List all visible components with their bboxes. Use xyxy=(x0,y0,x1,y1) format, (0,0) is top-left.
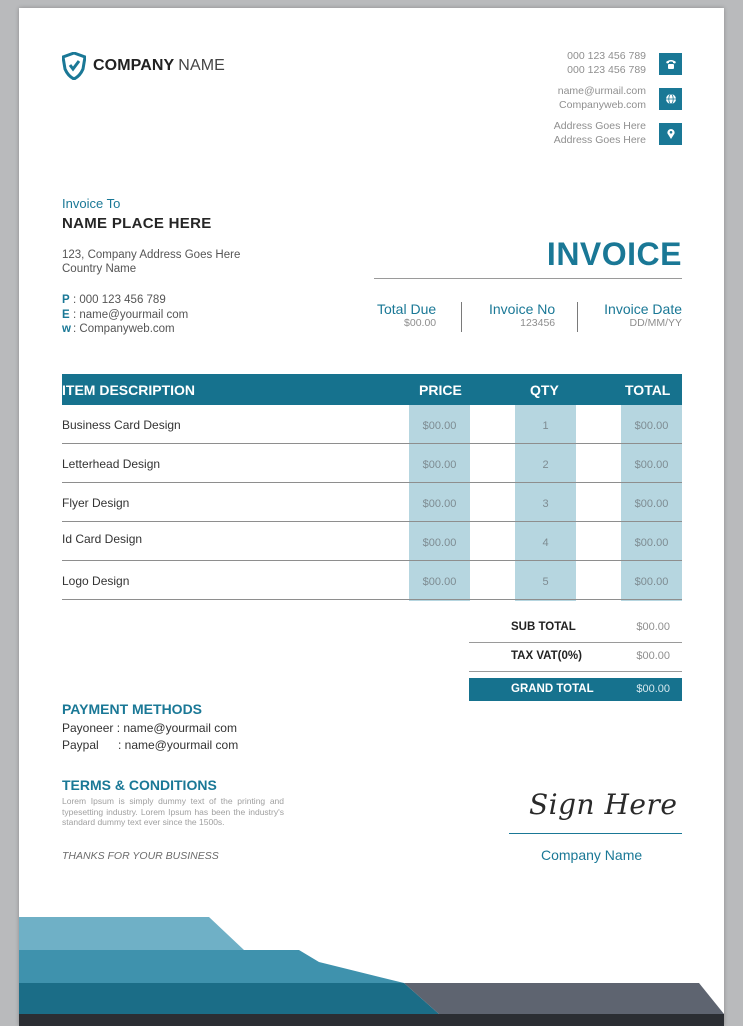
invoice-date xyxy=(604,301,682,329)
header-price: PRICE xyxy=(419,382,462,398)
item-total: $00.00 xyxy=(634,498,669,510)
contact-phone-row xyxy=(482,50,682,77)
grand-total-row xyxy=(469,678,682,701)
total-due-value: $00.00 xyxy=(404,317,437,329)
header-qty: QTY xyxy=(530,382,559,398)
meta-separator xyxy=(461,302,462,332)
item-description: Business Card Design xyxy=(62,418,181,432)
company-name-light: NAME xyxy=(178,57,225,74)
location-pin-icon xyxy=(659,123,682,145)
table-header xyxy=(62,374,682,405)
item-price: $00.00 xyxy=(422,459,457,471)
item-total: $00.00 xyxy=(634,537,669,549)
item-qty: 5 xyxy=(542,576,549,588)
contact-email: name@urmail.com xyxy=(557,85,646,97)
invoice-no-label: Invoice No xyxy=(489,301,556,317)
invoice-to-name: NAME PLACE HERE xyxy=(62,215,212,232)
item-total: $00.00 xyxy=(634,420,669,432)
contact-web: Companyweb.com xyxy=(559,98,646,111)
items-table xyxy=(62,374,682,601)
item-description: Letterhead Design xyxy=(62,457,161,471)
contact-address-row xyxy=(482,120,682,147)
payment-methods-list xyxy=(62,720,238,753)
shield-logo-icon xyxy=(62,52,86,80)
sub-total-label: SUB TOTAL xyxy=(511,621,576,633)
total-due xyxy=(377,301,436,329)
thanks-message: THANKS FOR YOUR BUSINESS xyxy=(62,850,219,862)
payment-method-value: : name@yourmail com xyxy=(118,737,239,752)
header-description: ITEM DESCRIPTION xyxy=(62,382,196,398)
email-key: E xyxy=(62,308,70,321)
address-line-2: Country Name xyxy=(62,263,137,275)
signature: Sign Here xyxy=(529,788,678,821)
payment-method-label: Paypal xyxy=(62,737,99,752)
contact-block xyxy=(482,50,682,155)
item-qty: 1 xyxy=(542,420,549,432)
item-description: Id Card Design xyxy=(62,532,143,546)
client-web: Companyweb.com xyxy=(79,323,175,335)
tax-value: $00.00 xyxy=(636,650,670,662)
item-qty: 2 xyxy=(542,459,549,471)
header-total: TOTAL xyxy=(625,382,671,398)
grand-total-value: $00.00 xyxy=(636,683,670,695)
terms-text: Lorem Ipsum is simply dummy text of the printing and typesetting industry. Lorem Ipsum has been the industry's standard dummy text ever since the 1500s. xyxy=(62,796,284,827)
signature-company: Company Name xyxy=(541,847,643,863)
company-logo xyxy=(62,52,225,80)
web-key: w xyxy=(62,323,71,335)
table-row xyxy=(62,522,682,561)
item-total: $00.00 xyxy=(634,459,669,471)
payment-methods-title: PAYMENT METHODS xyxy=(62,701,203,717)
invoice-to-label: Invoice To xyxy=(62,196,121,211)
payment-method-value: : name@yourmail com xyxy=(116,721,237,735)
meta-separator xyxy=(577,302,578,332)
client-phone: 000 123 456 789 xyxy=(79,294,166,306)
signature-line xyxy=(509,833,682,834)
contact-phone-1: 000 123 456 789 xyxy=(567,50,646,62)
table-row xyxy=(62,405,682,444)
terms-title: TERMS & CONDITIONS xyxy=(62,777,217,793)
contact-address-1: Address Goes Here xyxy=(553,120,646,132)
address-line-1: 123, Company Address Goes Here xyxy=(62,249,241,261)
item-description: Flyer Design xyxy=(62,496,130,510)
item-price: $00.00 xyxy=(422,576,457,588)
contact-phone-2: 000 123 456 789 xyxy=(567,63,646,76)
sub-total-row xyxy=(469,614,682,643)
item-price: $00.00 xyxy=(422,420,457,432)
table-row xyxy=(62,561,682,600)
phone-key: P xyxy=(62,294,70,306)
tax-row xyxy=(469,643,682,672)
table-body xyxy=(62,405,682,601)
tax-label: TAX VAT(0%) xyxy=(511,650,582,662)
invoice-title: INVOICE xyxy=(546,236,682,272)
item-qty: 4 xyxy=(542,537,549,549)
total-due-label: Total Due xyxy=(377,301,437,317)
item-price: $00.00 xyxy=(422,537,457,549)
table-row xyxy=(62,483,682,522)
sub-total-value: $00.00 xyxy=(636,621,670,633)
invoice-to-address xyxy=(62,248,240,276)
footer-decoration xyxy=(19,896,724,1026)
item-qty: 3 xyxy=(542,498,549,510)
invoice-date-label: Invoice Date xyxy=(604,301,682,317)
item-total: $00.00 xyxy=(634,576,669,588)
invoice-page xyxy=(19,8,724,1026)
company-name-bold: COMPANY xyxy=(93,57,175,74)
invoice-divider xyxy=(374,278,682,279)
phone-icon xyxy=(659,53,682,75)
contact-web-row xyxy=(482,85,682,112)
invoice-date-value: DD/MM/YY xyxy=(629,317,682,329)
globe-icon xyxy=(659,88,682,110)
grand-total-label: GRAND TOTAL xyxy=(511,683,594,695)
invoice-no-value: 123456 xyxy=(520,317,556,329)
table-row xyxy=(62,444,682,483)
item-price: $00.00 xyxy=(422,498,457,510)
invoice-to-contact: P : 000 123 456 789 E : name@yourmail com w : Companyweb.com xyxy=(62,294,189,335)
item-description: Logo Design xyxy=(62,574,130,588)
invoice-number xyxy=(489,301,555,329)
client-email: name@yourmail com xyxy=(79,308,189,321)
payment-method-label: Payoneer xyxy=(62,721,114,735)
totals-block xyxy=(469,614,682,701)
contact-address-2: Address Goes Here xyxy=(553,133,646,146)
